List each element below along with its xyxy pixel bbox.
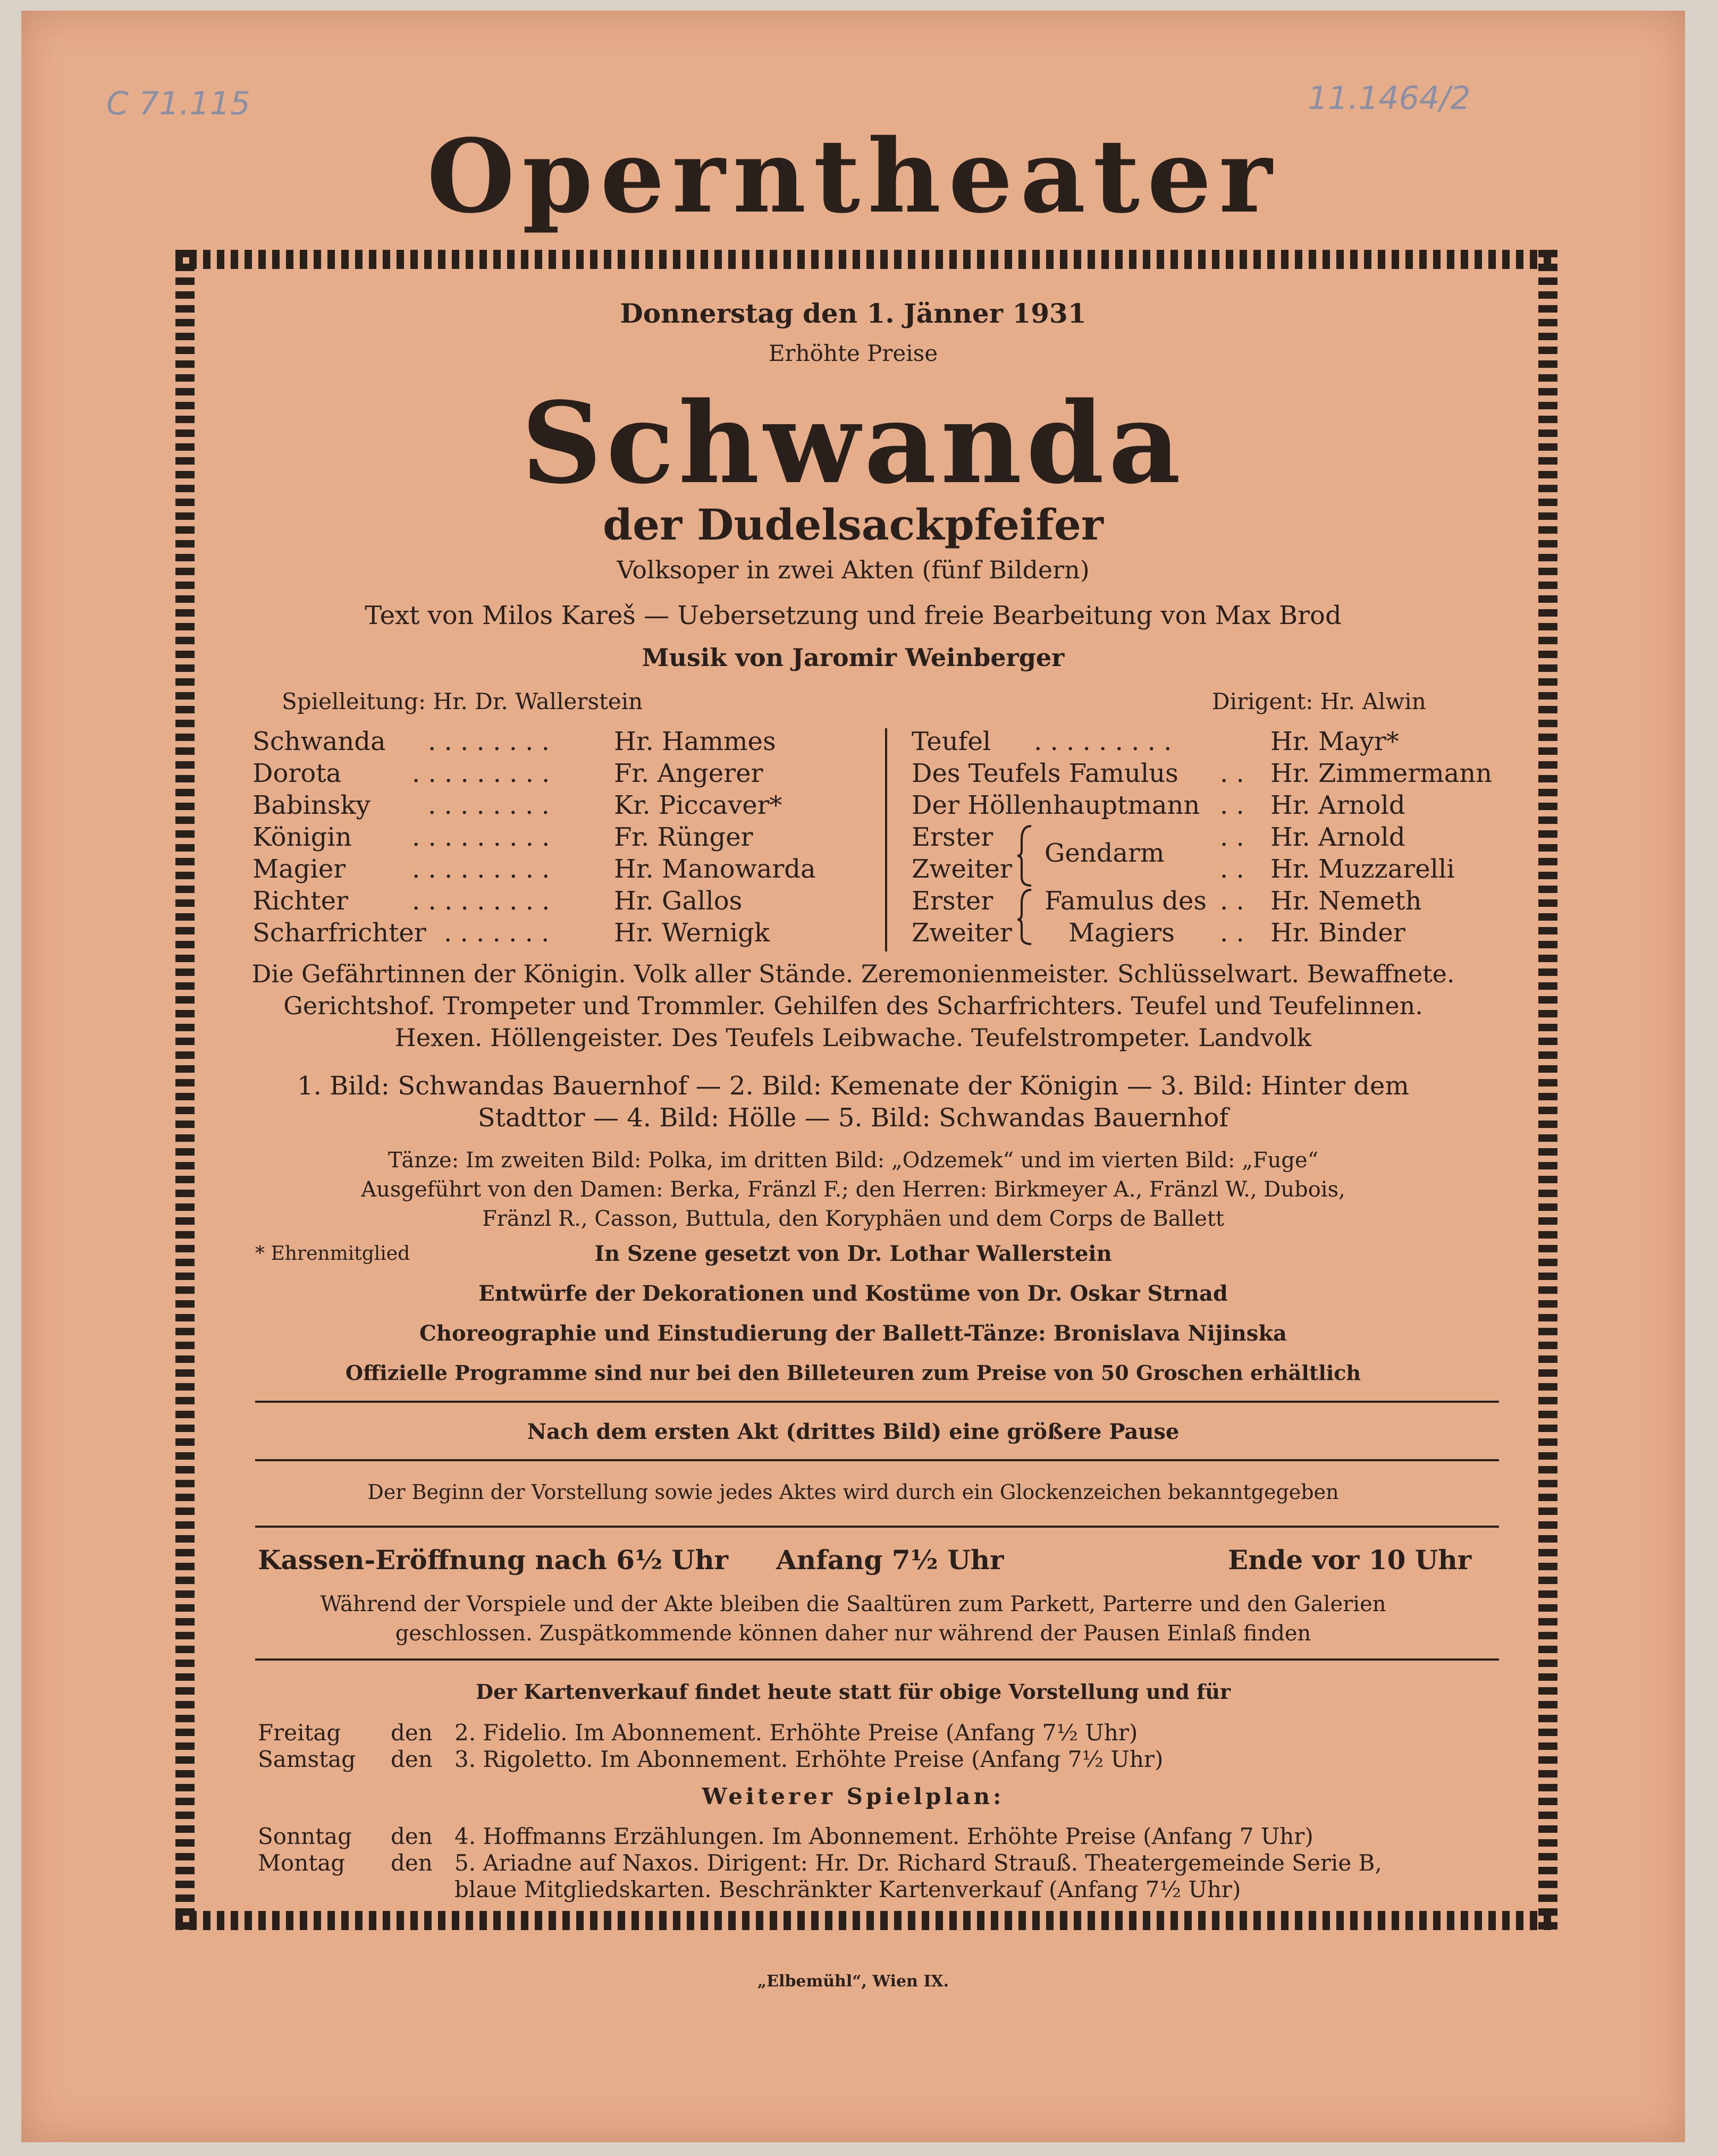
cast-row: [252, 917, 864, 949]
scenes-line-2: Stadttor — 4. Bild: Hölle — 5. Bild: Schwandas Bauernhof: [477, 1103, 1229, 1133]
singer: Fr. Rünger: [614, 822, 753, 852]
dots: . . . . . . . . .: [412, 854, 550, 884]
pencil-note-right: 11.1464/2: [1308, 80, 1471, 117]
ensemble-line-2: Gerichtshof. Trompeter und Trommler. Gehilfen des Scharfrichters. Teufel und Teufelinnen.: [283, 991, 1423, 1020]
dots: . .: [1220, 918, 1244, 948]
singer: Hr. Manowarda: [614, 854, 816, 884]
dots: . . . . . . . . .: [1034, 727, 1172, 756]
schedule-text: 5. Ariadne auf Naxos. Dirigent: Hr. Dr. Richard Strauß. Theatergemeinde Serie B,: [454, 1850, 1382, 1876]
singer: Fr. Angerer: [614, 759, 763, 788]
dots: . . . . . . . . .: [412, 886, 550, 916]
cast-row: [252, 885, 864, 917]
singer: Hr. Arnold: [1270, 790, 1405, 820]
schedule-den: den: [391, 1850, 433, 1876]
role: Erster: [912, 822, 993, 852]
cast-row: [912, 821, 1512, 853]
playbill-page: [21, 11, 1685, 2142]
role: Teufel: [912, 727, 991, 756]
cast-row: [912, 726, 1512, 757]
dots: . .: [1220, 790, 1244, 820]
singer: Hr. Hammes: [614, 727, 776, 756]
schedule-text: 2. Fidelio. Im Abonnement. Erhöhte Preise (Anfang 7½ Uhr): [454, 1720, 1138, 1746]
role: Zweiter: [912, 918, 1012, 948]
dots: . .: [1220, 854, 1244, 884]
singer: Hr. Zimmermann: [1270, 759, 1493, 788]
role: Schwanda: [252, 727, 386, 756]
singer: Hr. Muzzarelli: [1270, 854, 1455, 884]
dances-line-1: Tänze: Im zweiten Bild: Polka, im dritten Bild: „Odzemek“ und im vierten Bild: „Fuge“: [388, 1148, 1319, 1173]
schedule-den: den: [391, 1823, 433, 1849]
role: Richter: [252, 886, 348, 916]
singer: Hr. Wernigk: [614, 918, 770, 948]
end-time: Ende vor 10 Uhr: [1228, 1544, 1472, 1576]
role: Magier: [252, 854, 346, 884]
role: Scharfrichter: [252, 918, 426, 948]
performance-date: Donnerstag den 1. Jänner 1931: [620, 298, 1087, 329]
printer-imprint: „Elbemühl“, Wien IX.: [757, 1972, 949, 1991]
dots: . . . . . . . .: [428, 790, 550, 820]
schedule-den: den: [391, 1720, 433, 1746]
stage-director: Spielleitung: Hr. Dr. Wallerstein: [282, 688, 643, 714]
role: Erster: [912, 886, 993, 916]
genre-line: Volksoper in zwei Akten (fünf Bildern): [617, 555, 1090, 584]
gendarm-label: Gendarm: [1045, 838, 1165, 868]
cast-row: [252, 789, 864, 821]
libretto-line: Text von Milos Kareš — Uebersetzung und freie Bearbeitung von Max Brod: [365, 601, 1342, 630]
box-office-time: Kassen-Eröffnung nach 6½ Uhr: [258, 1544, 728, 1576]
program-note: Offizielle Programme sind nur bei den Billeteuren zum Preise von 50 Groschen erhältlich: [345, 1361, 1361, 1385]
start-time: Anfang 7½ Uhr: [776, 1544, 1004, 1576]
cast-row: [252, 757, 864, 789]
cast-row: [912, 917, 1512, 949]
cast-row: [252, 726, 864, 757]
bell-note: Der Beginn der Vorstellung sowie jedes Aktes wird durch ein Glockenzeichen bekanntgegeben: [367, 1480, 1339, 1504]
opera-title: Schwanda: [521, 377, 1185, 509]
role: Königin: [252, 822, 352, 852]
brace-icon: [1015, 824, 1037, 946]
famulus-label: Famulus des: [1045, 886, 1207, 916]
doors-line-1: Während der Vorspiele und der Akte bleiben die Saaltüren zum Parkett, Parterre und den Galerien: [320, 1592, 1386, 1616]
pencil-note-left: C 71.115: [106, 85, 250, 122]
theater-title: Operntheater: [426, 117, 1280, 235]
cast-row: [252, 853, 864, 885]
cast-row: [912, 789, 1512, 821]
cast-row: [912, 757, 1512, 789]
schedule-continuation: blaue Mitgliedskarten. Beschränkter Kartenverkauf (Anfang 7½ Uhr): [454, 1876, 1241, 1902]
schedule-day: Samstag: [258, 1746, 356, 1772]
ticket-sales-note: Der Kartenverkauf findet heute statt für obige Vorstellung und für: [476, 1680, 1231, 1704]
opera-subtitle: der Dudelsackpfeifer: [603, 500, 1104, 550]
ensemble-line-3: Hexen. Höllengeister. Des Teufels Leibwache. Teufelstrompeter. Landvolk: [394, 1023, 1312, 1052]
schedule-day: Montag: [258, 1850, 346, 1876]
divider: [255, 1658, 1499, 1661]
credit-staging: In Szene gesetzt von Dr. Lothar Wallerstein: [594, 1241, 1112, 1266]
divider: [255, 1459, 1499, 1461]
scenes-line-1: 1. Bild: Schwandas Bauernhof — 2. Bild: Kemenate der Königin — 3. Bild: Hinter dem: [297, 1071, 1409, 1101]
singer: Hr. Mayr*: [1270, 727, 1399, 756]
schedule-text: 4. Hoffmanns Erzählungen. Im Abonnement. Erhöhte Preise (Anfang 7 Uhr): [454, 1823, 1313, 1849]
divider: [255, 1401, 1499, 1403]
role: Dorota: [252, 759, 342, 788]
schedule-den: den: [391, 1746, 433, 1772]
dots: . .: [1220, 822, 1244, 852]
singer: Hr. Arnold: [1270, 822, 1405, 852]
price-note: Erhöhte Preise: [768, 340, 938, 366]
singer: Hr. Nemeth: [1270, 886, 1422, 916]
border-top: [175, 250, 1557, 269]
honorary-note: * Ehrenmitglied: [255, 1243, 410, 1265]
dots: . . . . . . . . .: [412, 759, 550, 788]
schedule-text: 3. Rigoletto. Im Abonnement. Erhöhte Preise (Anfang 7½ Uhr): [454, 1746, 1164, 1772]
singer: Hr. Binder: [1270, 918, 1405, 948]
dots: . . . . . . . . .: [412, 822, 550, 852]
doors-line-2: geschlossen. Zuspätkommende können daher nur während der Pausen Einlaß finden: [395, 1621, 1311, 1646]
role: Des Teufels Famulus: [912, 759, 1178, 788]
dots: . . . . . . .: [444, 918, 550, 948]
schedule-day: Freitag: [258, 1720, 341, 1746]
cast-list-left: [252, 726, 864, 949]
composer-line: Musik von Jaromir Weinberger: [642, 643, 1065, 672]
cast-row: [252, 821, 864, 853]
dances-line-3: Fränzl R., Casson, Buttula, den Koryphäen und dem Corps de Ballett: [482, 1207, 1225, 1231]
credit-design: Entwürfe der Dekorationen und Kostüme von Dr. Oskar Strnad: [478, 1281, 1228, 1306]
dots: . .: [1220, 886, 1244, 916]
magiers-label: Magiers: [1068, 918, 1175, 948]
singer: Kr. Piccaver*: [614, 790, 782, 820]
conductor: Dirigent: Hr. Alwin: [1212, 688, 1426, 714]
cast-divider: [885, 728, 887, 951]
role: Zweiter: [912, 854, 1012, 884]
credit-choreography: Choreographie und Einstudierung der Ballett-Tänze: Bronislava Nijinska: [419, 1321, 1287, 1346]
dots: . .: [1220, 759, 1244, 788]
divider: [255, 1526, 1499, 1528]
border-bottom: [175, 1911, 1557, 1930]
singer: Hr. Gallos: [614, 886, 743, 916]
ensemble-line-1: Die Gefährtinnen der Königin. Volk aller Stände. Zeremonienmeister. Schlüsselwart. Bewaffnete.: [251, 959, 1455, 988]
role: Der Höllenhauptmann: [912, 790, 1200, 820]
role: Babinsky: [252, 790, 370, 820]
cast-row: [912, 885, 1512, 917]
further-schedule-heading: Weiterer Spielplan:: [702, 1783, 1005, 1809]
cast-list-right: [912, 726, 1512, 949]
dots: . . . . . . . .: [428, 727, 550, 756]
cast-row: [912, 853, 1512, 885]
pause-note: Nach dem ersten Akt (drittes Bild) eine größere Pause: [527, 1419, 1180, 1444]
dances-line-2: Ausgeführt von den Damen: Berka, Fränzl F.; den Herren: Birkmeyer A., Fränzl W., Dubois,: [361, 1177, 1345, 1202]
schedule-day: Sonntag: [258, 1823, 352, 1849]
